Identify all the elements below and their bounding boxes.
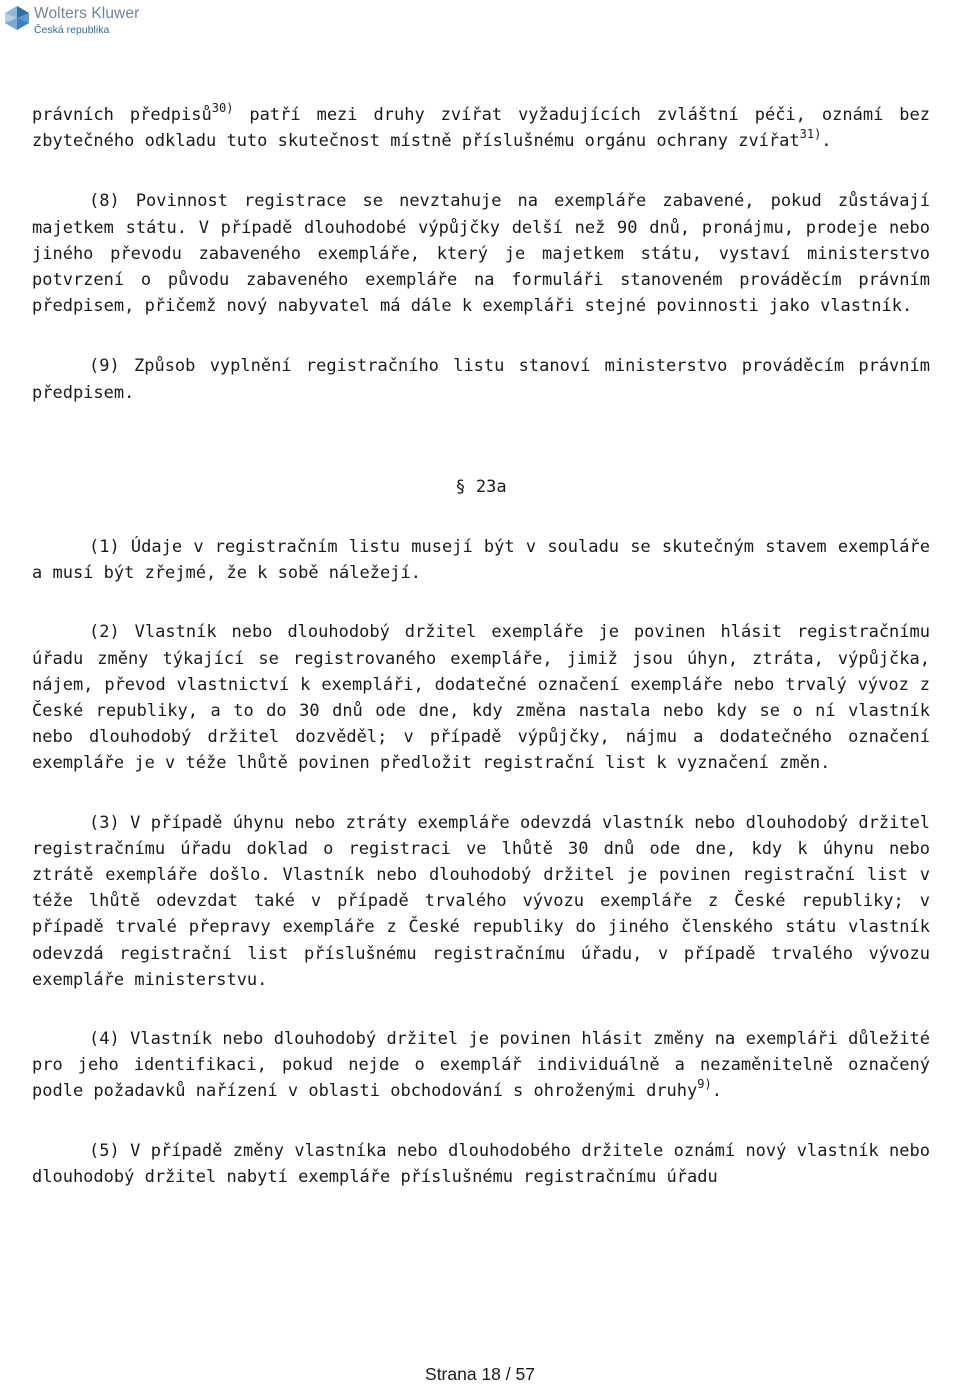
section-heading: § 23a xyxy=(455,476,507,497)
paragraph-4 xyxy=(32,1026,930,1105)
paragraph-continuation xyxy=(32,102,930,154)
paragraph-1: (1) Údaje v registračním listu musejí být v souladu se skutečným stavem exempláře a musí být zřejmé, že k sobě náležejí. xyxy=(32,537,930,584)
paragraph-text: patří mezi druhy zvířat vyžadujících zvláštní péči, oznámí bez zbytečného odkladu tuto skutečnost místně příslušnému orgánu ochrany zvířat xyxy=(32,105,930,152)
paragraph-text: . xyxy=(711,1081,722,1102)
footnote-ref[interactable]: 30) xyxy=(211,101,234,115)
document-body xyxy=(32,102,930,1190)
logo-name: Wolters Kluwer xyxy=(34,5,140,22)
paragraph-9: (9) Způsob vyplnění registračního listu stanoví ministerstvo prováděcím právním předpisem. xyxy=(32,356,930,403)
paragraph-5: (5) V případě změny vlastníka nebo dlouhodobého držitele oznámí nový vlastník nebo dlouhodobý držitel nabytí exempláře příslušnému registračnímu úřadu xyxy=(32,1140,930,1187)
paragraph-text: (4) Vlastník nebo dlouhodobý držitel je povinen hlásit změny na exempláři důležité pro jeho identifikaci, pokud nejde o exemplář individuálně a nezaměnitelně označený podle požadavků nařízení v oblasti obchodování s ohroženými druhy xyxy=(32,1029,930,1102)
paragraph-text: . xyxy=(821,131,832,152)
footnote-ref[interactable]: 9) xyxy=(697,1077,712,1092)
paragraph-2: (2) Vlastník nebo dlouhodobý držitel exempláře je povinen hlásit registračnímu úřadu změny týkající se registrovaného exempláře, jimiž jsou úhyn, ztráta, výpůjčka, nájem, převod vlastnictví k exempláři, dodatečné označení exempláře nebo trvalý vývoz z České republiky, a to do 30 dnů ode dne, kdy změna nastala nebo kdy se o ní vlastník nebo dlouhodobý držitel dozvěděl; v případě výpůjčky, nájmu a dodatečného označení exempláře je v téže lhůtě povinen předložit registrační list k vyznačení změn. xyxy=(32,622,930,774)
paragraph-3: (3) V případě úhynu nebo ztráty exempláře odevzdá vlastník nebo dlouhodobý držitel registračnímu úřadu doklad o registraci ve lhůtě 30 dnů ode dne, kdy k úhynu nebo ztrátě exempláře došlo. Vlastník nebo dlouhodobý držitel je povinen registrační list v téže lhůtě odevzdat také v případě trvalého vývozu exempláře z České republiky; v případě trvalé přepravy exempláře z České republiky do jiného členského státu vlastník odevzdá registrační list příslušnému registračnímu úřadu, v případě trvalého vývozu exempláře ministerstvu. xyxy=(32,812,930,990)
footnote-ref[interactable]: 31) xyxy=(799,127,822,142)
wolters-kluwer-logo-icon xyxy=(4,5,30,31)
paragraph-text: právních předpisů xyxy=(32,105,212,125)
publisher-logo xyxy=(4,3,154,37)
paragraph-8: (8) Povinnost registrace se nevztahuje na exempláře zabavené, pokud zůstávají majetkem státu. V případě dlouhodobé výpůjčky delší než 90 dnů, pronájmu, prodeje nebo jiného převodu zabaveného exempláře, který je majetkem státu, vystaví ministerstvo potvrzení o původu zabaveného exempláře na formuláři stanoveném prováděcím právním předpisem, přičemž nový nabyvatel má dále k exempláři stejné povinnosti jako vlastník. xyxy=(32,191,930,317)
logo-subtitle: Česká republika xyxy=(34,24,110,36)
page-number: Strana 18 / 57 xyxy=(425,1364,535,1384)
